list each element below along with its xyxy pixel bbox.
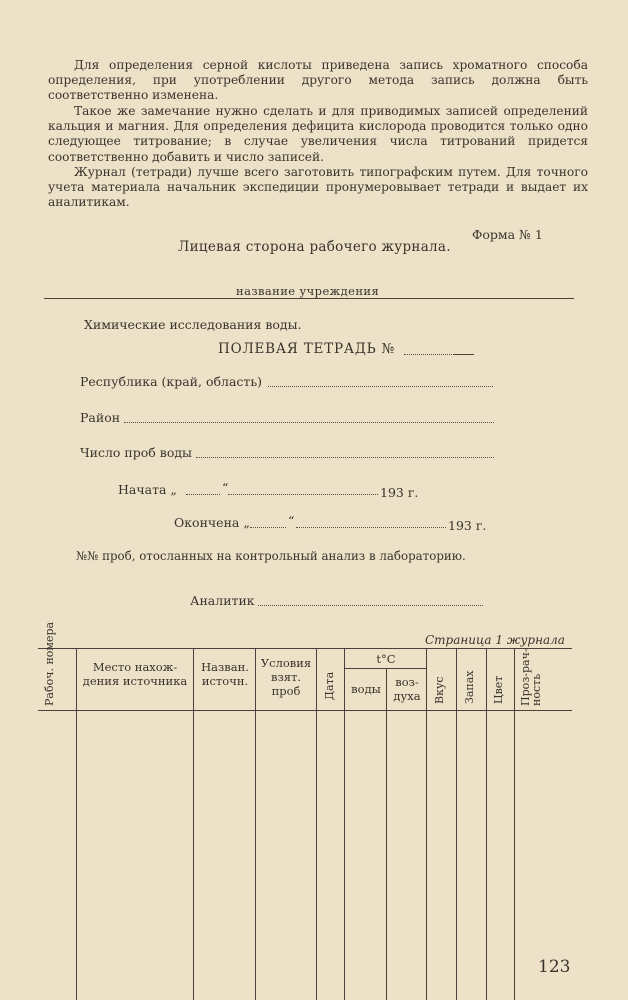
analyst-field [258, 605, 483, 606]
started-month-field [228, 494, 378, 495]
started-label: Начата „ [118, 482, 177, 497]
header-color: Цвет [492, 675, 505, 704]
finished-month-field [296, 527, 446, 528]
header-source-name: Назван. источн. [201, 660, 249, 688]
header-water: воды [351, 682, 381, 696]
header-source-location: Место нахож-дения источника [82, 660, 188, 688]
col-divider [316, 648, 317, 1000]
header-smell: Запах [463, 670, 476, 704]
notebook-title: ПОЛЕВАЯ ТЕТРАДЬ № [218, 341, 396, 357]
header-sampling-conditions: Условия взят. проб [260, 656, 312, 698]
control-samples-label: №№ проб, отосланных на контрольный анализ в лабораторию. [76, 549, 466, 563]
paragraph-journal-printing: Журнал (тетради) лучше всего заготовить типографским путем. Для точного учета материала начальник экспедиции пронумеровывает тетради и выдает их аналитикам. [48, 165, 588, 210]
republic-field [268, 386, 493, 387]
header-temperature: t°C [376, 652, 396, 666]
analyst-label: Аналитик [190, 593, 255, 608]
col-divider [193, 648, 194, 1000]
republic-label: Республика (край, область) [80, 374, 262, 389]
col-divider [456, 648, 457, 1000]
institution-rule [44, 298, 574, 299]
samples-field [196, 457, 494, 458]
temperature-subrule [344, 668, 426, 669]
col-divider [386, 668, 387, 1000]
finished-day-field [250, 527, 286, 528]
col-divider [76, 648, 77, 1000]
notebook-number-line [404, 354, 454, 355]
header-taste: Вкус [433, 676, 446, 704]
district-field [124, 422, 494, 423]
table-top-rule [38, 648, 572, 649]
col-divider [255, 648, 256, 1000]
header-air: воз-духа [393, 675, 421, 703]
header-transparency: Проз-рач-ность [519, 648, 543, 706]
journal-page-label: Страница 1 журнала [425, 633, 565, 647]
started-quote: “ [222, 480, 229, 495]
district-label: Район [80, 410, 121, 425]
institution-caption: название учреждения [236, 284, 380, 298]
col-divider [486, 648, 487, 1000]
paragraph-calcium-magnesium: Такое же замечание нужно сделать и для приводимых записей определений кальция и магния. Для определения дефицита кислорода проводится только одно следующее титрование; в случае увеличения числа титрований придется соответственно добавить и число записей. [48, 104, 588, 164]
page-number: 123 [538, 957, 571, 977]
samples-label: Число проб воды [80, 445, 192, 460]
col-divider [426, 648, 427, 1000]
form-title: Лицевая сторона рабочего журнала. [178, 239, 451, 255]
table-header-rule [38, 710, 572, 711]
notebook-number-line-end [454, 354, 474, 355]
header-work-numbers: Рабоч. номера [43, 621, 56, 706]
header-date: Дата [323, 671, 336, 700]
form-subtitle: Химические исследования воды. [84, 317, 302, 332]
form-label: Форма № 1 [472, 227, 543, 242]
finished-year: 193 г. [448, 518, 487, 533]
finished-quote: “ [288, 513, 295, 528]
paragraph-sulfuric-acid: Для определения серной кислоты приведена запись хроматного способа определения, при употреблении другого метода запись должна быть соответственно изменена. [48, 58, 588, 103]
started-day-field [186, 494, 220, 495]
started-year: 193 г. [380, 485, 419, 500]
col-divider [514, 648, 515, 1000]
col-divider [344, 648, 345, 1000]
finished-label: Окончена „ [174, 515, 250, 530]
